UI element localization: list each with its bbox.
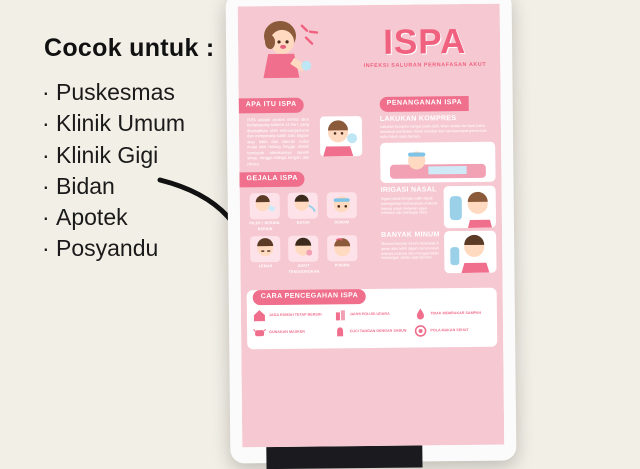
symptom-item xyxy=(323,235,362,275)
prevention-label: JAUHI POLUSI UDARA xyxy=(349,311,390,317)
treatment-list xyxy=(374,114,503,274)
treatment-desc: Memperbanyak minum sebanyak 8 gelas atau lebih dapat menurunkan adanya mukosa dan menggantikan kehilangan cairan saat demam. xyxy=(381,241,439,261)
wash-hands-icon xyxy=(334,325,347,338)
treatment-text xyxy=(381,231,440,261)
tablet-device xyxy=(226,0,517,463)
section-heading-symptoms: GEJALA ISPA xyxy=(239,172,305,187)
section-heading-treatment: PENANGANAN ISPA xyxy=(380,96,470,112)
prevention-item xyxy=(412,307,493,321)
symptom-label: DEMAM xyxy=(334,220,350,225)
treatment-title: BANYAK MINUM xyxy=(381,231,440,239)
fatigue-icon xyxy=(250,236,280,262)
symptom-item xyxy=(246,193,285,233)
symptom-label: LEMAS xyxy=(258,263,273,268)
prevention-label: GUNAKAN MASKER xyxy=(269,329,305,335)
drink-water-illustration xyxy=(444,231,496,274)
symptom-label: PILEK / BERSIN-BERSIN xyxy=(249,221,281,232)
column-right xyxy=(370,90,503,282)
treatment-item xyxy=(380,114,495,140)
sore-throat-icon xyxy=(289,235,319,261)
treatment-title: LAKUKAN KOMPRES xyxy=(379,114,457,123)
bullet-icon: · xyxy=(42,110,50,137)
symptom-item xyxy=(322,192,361,232)
house-clean-icon xyxy=(253,309,266,322)
page-title: ISPA xyxy=(383,21,467,62)
symptom-item xyxy=(284,235,323,275)
symptom-label: BATUK xyxy=(296,220,311,225)
nasal-irrigation-illustration xyxy=(444,186,496,229)
prevention-label: TIDAK MEMBAKAR SAMPAH xyxy=(430,311,482,316)
prevention-item xyxy=(332,324,413,338)
symptom-item xyxy=(284,193,323,233)
symptom-label: SAKIT TENGGOROKAN xyxy=(288,263,320,274)
bullet-icon: · xyxy=(42,204,50,231)
column-left xyxy=(239,91,372,283)
section-heading-prevention: CARA PENCEGAHAN ISPA xyxy=(253,289,367,305)
poster-columns xyxy=(239,90,503,287)
page-subtitle: INFEKSI SALURAN PERNAFASAN AKUT xyxy=(363,61,487,70)
bullet-icon: · xyxy=(42,79,50,105)
treatment-title: IRIGASI NASAL xyxy=(380,186,437,194)
healthy-food-icon xyxy=(414,324,427,337)
treatment-item xyxy=(381,186,496,229)
promo-item-label: Bidan xyxy=(56,172,115,199)
prevention-label: POLA MAKAN SEHAT xyxy=(430,328,469,333)
prevention-item xyxy=(251,325,332,339)
treatment-text xyxy=(381,186,440,216)
symptom-item xyxy=(246,236,285,276)
bullet-icon: · xyxy=(42,235,50,262)
promo-item-label: Klinik Gigi xyxy=(56,141,159,168)
fever-icon xyxy=(326,192,356,218)
promo-item-label: Posyandu xyxy=(56,235,159,262)
promo-item-label: Puskesmas xyxy=(56,79,175,105)
mask-icon xyxy=(253,326,266,339)
promo-item-label: Apotek xyxy=(56,204,128,231)
prevention-grid xyxy=(251,307,493,344)
prevention-item xyxy=(251,308,332,322)
no-burning-trash-icon xyxy=(414,307,427,320)
prevention-item xyxy=(332,307,413,321)
treatment-desc: Irigasi nasal dengan salin dapat meringankan kemampuan mukosa hidung untuk melawan agen infeksius dan berbagai iritan. xyxy=(380,196,438,216)
sick-person-illustration xyxy=(320,116,362,156)
coughing-person-illustration xyxy=(246,15,333,86)
symptom-label: PUSING xyxy=(334,262,350,268)
prevention-label: JAGA RUMAH TETAP BERSIH xyxy=(268,312,322,318)
tablet-screen xyxy=(238,4,505,448)
treatment-text xyxy=(380,114,495,140)
ispa-poster xyxy=(238,4,505,448)
bullet-icon: · xyxy=(42,141,50,168)
poster-title-block xyxy=(363,21,487,70)
section-heading-about: APA ITU ISPA xyxy=(239,98,304,113)
no-pollution-icon xyxy=(334,308,347,321)
treatment-item xyxy=(381,231,496,274)
bullet-icon: · xyxy=(42,172,50,199)
prevention-label: CUCI TANGAN DENGAN SABUN xyxy=(349,328,407,334)
cough-icon xyxy=(288,193,318,219)
treatment-desc: Lakukan kompres hangat pada dahi, leher, ketiak dan lipat paha membuat pembuluh darah melebar dan mempercepat penurunan suhu tubuh saat demam. xyxy=(379,124,487,140)
promo-item-label: Klinik Umum xyxy=(56,110,186,137)
sneeze-icon xyxy=(250,193,280,219)
prevention-section xyxy=(247,288,498,349)
prevention-item xyxy=(412,324,493,338)
symptom-grid xyxy=(240,190,368,282)
dizzy-icon xyxy=(327,235,357,261)
promo-title: Cocok untuk : xyxy=(44,34,215,62)
about-body-text: ISPA adalah proses infeksi akut berlangsung selama 14 hari, yang disebabkan oleh mikroorganisme dan menyerang salah satu bagian atau lebih dari saluran nafas mulai dari hidung hingga alveoli termasuk adneksanya seperti sinus, rongga telinga tengah dan pleura. xyxy=(246,116,310,167)
compress-illustration xyxy=(380,142,495,183)
poster-header xyxy=(238,4,501,93)
